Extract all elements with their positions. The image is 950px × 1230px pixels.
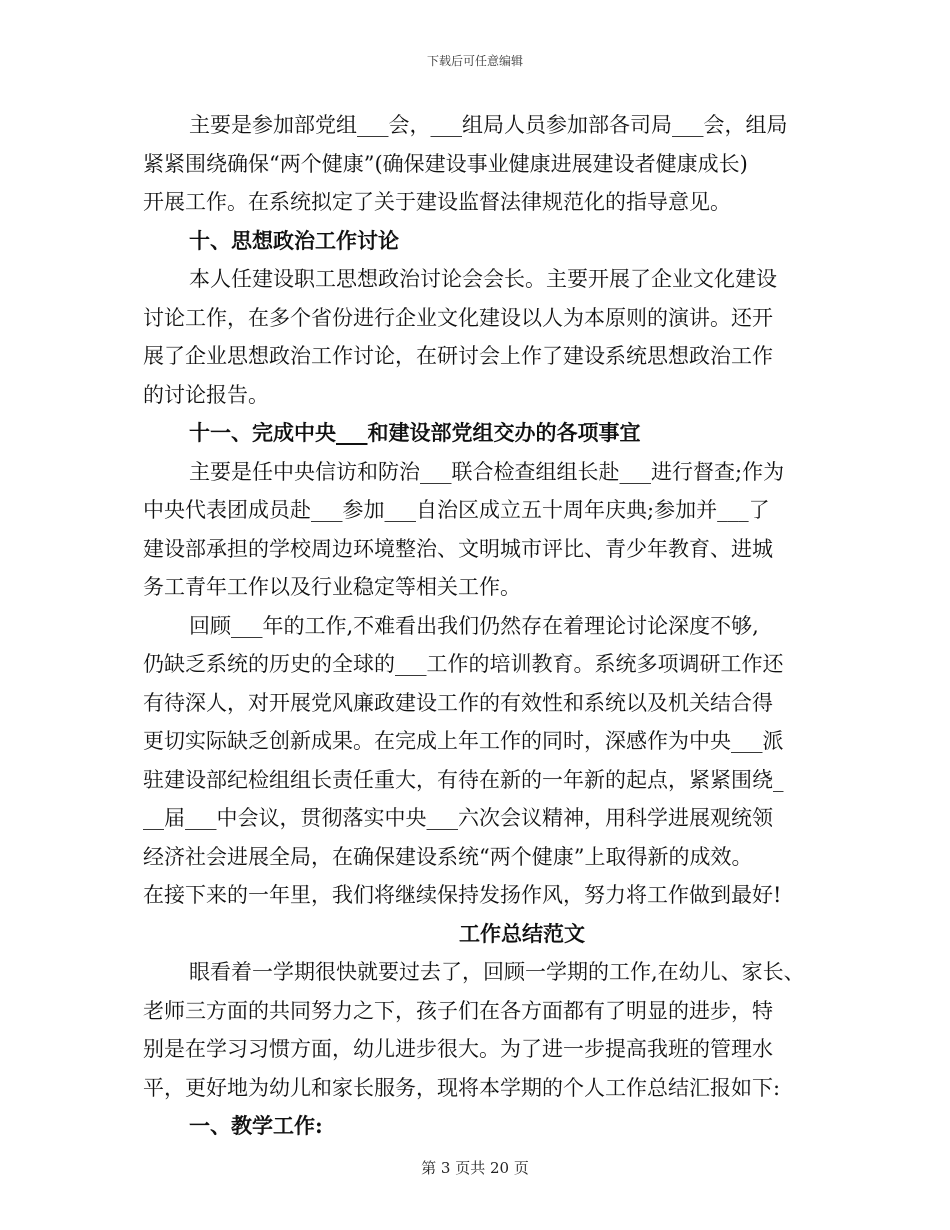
paragraph-line: 经济社会进展全局，在确保建设系统“两个健康”上取得新的成效。 xyxy=(143,844,753,869)
paragraph-line: 回顾___年的工作,不难看出我们仍然存在着理论讨论深度不够, xyxy=(189,613,759,638)
paragraph-line: 有待深人，对开展党风廉政建设工作的有效性和系统以及机关结合得 xyxy=(143,690,773,715)
paragraph-line: 展了企业思想政治工作讨论，在研讨会上作了建设系统思想政治工作 xyxy=(143,344,773,368)
paragraph-line: 本人任建设职工思想政治讨论会会长。主要开展了企业文化建设 xyxy=(189,267,777,291)
paragraph-line: 老师三方面的共同努力之下，孩子们在各方面都有了明显的进步，特 xyxy=(143,998,773,1023)
paragraph-line: 建设部承担的学校周边环境整治、文明城市评比、青少年教育、进城 xyxy=(143,536,773,561)
document-body xyxy=(143,106,815,1146)
paragraph-line: 开展工作。在系统拟定了关于建设监督法律规范化的指导意见。 xyxy=(143,190,731,214)
paragraph-line: 中央代表团成员赴___参加___自治区成立五十周年庆典;参加并___了 xyxy=(143,498,770,522)
paragraph-line: 主要是任中央信访和防治___联合检查组组长赴___进行督查;作为 xyxy=(189,459,785,484)
paragraph-line: 的讨论报告。 xyxy=(143,382,269,407)
paragraph-line: 仍缺乏系统的历史的全球的___工作的培训教育。系统多项调研工作还 xyxy=(143,652,784,676)
paragraph-line: 讨论工作，在多个省份进行企业文化建设以人为本原则的演讲。还开 xyxy=(143,305,773,330)
section-heading: 一、教学工作: xyxy=(189,1113,323,1138)
paragraph-line: 紧紧围绕确保“两个健康”(确保建设事业健康进展建设者健康成长) xyxy=(143,151,748,176)
paragraph-line: 平，更好地为幼儿和家长服务，现将本学期的个人工作总结汇报如下: xyxy=(143,1075,781,1100)
document-title: 工作总结范文 xyxy=(459,920,585,946)
page-header: 下载后可任意编辑 xyxy=(426,54,523,68)
section-heading: 十一、完成中央___和建设部党组交办的各项事宜 xyxy=(189,420,641,445)
paragraph-line: 驻建设部纪检组组长责任重大，有待在新的一年新的起点，紧紧围绕_ xyxy=(143,767,784,792)
paragraph-line: 别是在学习习惯方面，幼儿进步很大。为了进一步提高我班的管理水 xyxy=(143,1037,773,1061)
paragraph-line: 主要是参加部党组___会，___组局人员参加部各司局___会，组局 xyxy=(189,113,788,137)
section-heading: 十、思想政治工作讨论 xyxy=(189,227,399,253)
paragraph-line: 在接下来的一年里，我们将继续保持发扬作风，努力将工作做到最好! xyxy=(143,883,782,907)
paragraph-line: 眼看着一学期很快就要过去了，回顾一学期的工作,在幼儿、家长、 xyxy=(189,960,805,984)
paragraph-line: 务工青年工作以及行业稳定等相关工作。 xyxy=(143,575,521,599)
paragraph-line: __届___中会议，贯彻落实中央___六次会议精神，用科学进展观统领 xyxy=(143,806,773,830)
paragraph-line: 更切实际缺乏创新成果。在完成上年工作的同时，深感作为中央___派 xyxy=(143,729,784,753)
page-footer: 第 3 页共 20 页 xyxy=(421,1159,529,1177)
